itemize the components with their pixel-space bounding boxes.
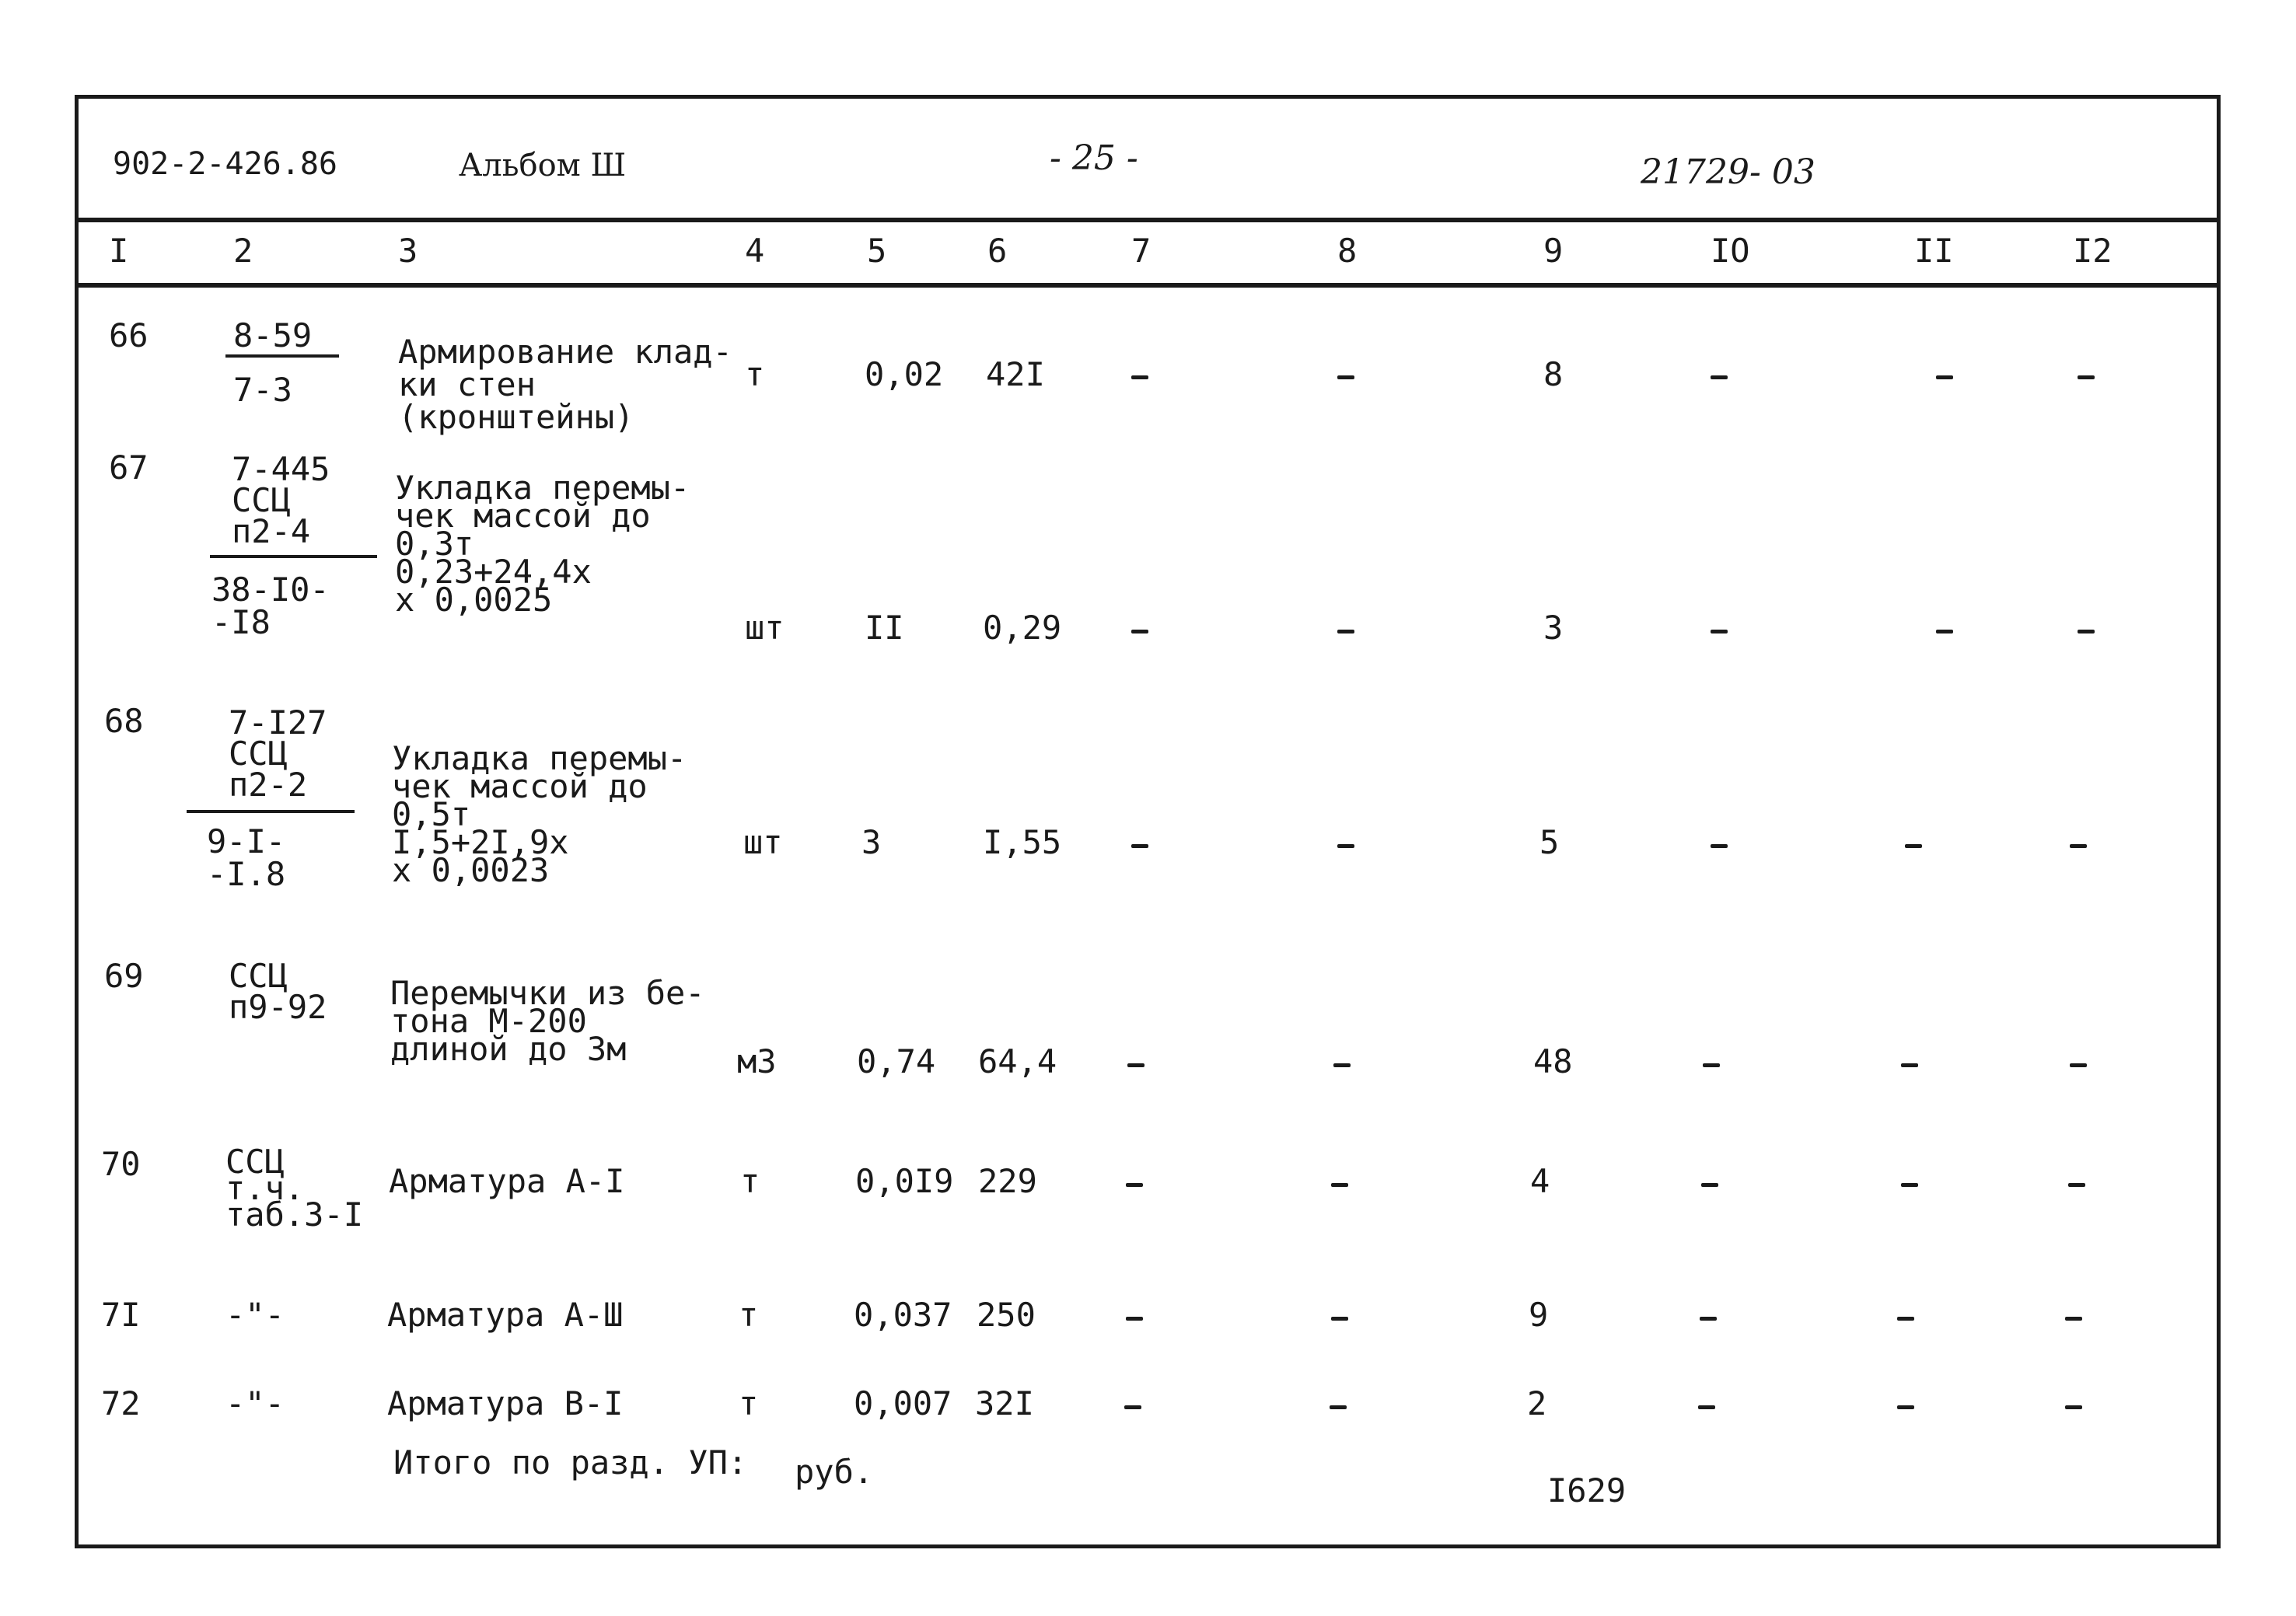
- col9-value: 8: [1543, 355, 1564, 393]
- col11-dash: [1936, 375, 1953, 379]
- col9-value: 2: [1527, 1384, 1547, 1422]
- col-header-7: 7: [1131, 232, 1151, 270]
- unit-price: 42I: [986, 355, 1045, 393]
- col-header-10: IO: [1711, 232, 1750, 270]
- col10-dash: [1703, 1063, 1720, 1067]
- col-header-4: 4: [745, 232, 765, 270]
- col9-value: 9: [1529, 1296, 1549, 1334]
- col8-dash: [1331, 1317, 1348, 1321]
- quantity: 3: [861, 823, 882, 861]
- unit: т: [739, 1296, 759, 1334]
- col-header-2: 2: [233, 232, 253, 270]
- column-header-divider: [78, 283, 2217, 288]
- quantity: 0,007: [854, 1384, 952, 1422]
- unit: шт: [745, 609, 785, 647]
- col8-dash: [1337, 375, 1354, 379]
- col8-dash: [1331, 1183, 1348, 1187]
- rate-code-top: 7-I27 ССЦ п2-2: [229, 703, 327, 804]
- col12-dash: [2070, 844, 2087, 848]
- rate-code-top: -"-: [225, 1296, 285, 1334]
- rate-code-top: 8-59: [233, 316, 313, 354]
- reference-number: 21729- 03: [1641, 152, 1815, 192]
- col7-dash: [1127, 1063, 1145, 1067]
- quantity: 0,74: [857, 1042, 936, 1080]
- total-unit: руб.: [795, 1453, 874, 1491]
- quantity: II: [865, 609, 904, 647]
- rate-code-top: -"-: [225, 1384, 285, 1422]
- unit-price: I,55: [983, 823, 1062, 861]
- fraction-line: [210, 555, 377, 558]
- total-label: Итого по разд. УП:: [393, 1443, 748, 1482]
- unit-price: 250: [977, 1296, 1036, 1334]
- work-description: Арматура В-I: [387, 1384, 624, 1422]
- col9-value: 3: [1543, 609, 1564, 647]
- unit-price: 229: [978, 1162, 1037, 1200]
- col10-dash: [1711, 375, 1728, 379]
- unit-price: 64,4: [978, 1042, 1057, 1080]
- quantity: 0,0I9: [855, 1162, 954, 1200]
- col10-dash: [1701, 1183, 1718, 1187]
- col7-dash: [1126, 1317, 1143, 1321]
- rate-code-top: 7-445 ССЦ п2-4: [232, 450, 330, 550]
- col-header-9: 9: [1543, 232, 1564, 270]
- col12-dash: [2065, 1317, 2082, 1321]
- col7-dash: [1131, 844, 1148, 848]
- col9-value: 4: [1530, 1162, 1550, 1200]
- unit-price: 0,29: [983, 609, 1062, 647]
- work-description: Укладка перемы- чек массой до 0,3т 0,23+24,4х х 0,0025: [395, 469, 690, 619]
- rate-code-bottom: 9-I- -I.8: [207, 822, 286, 893]
- doc-code: 902-2-426.86: [113, 146, 337, 182]
- row-number: 7I: [101, 1296, 141, 1334]
- col9-value: 48: [1533, 1042, 1573, 1080]
- col8-dash: [1333, 1063, 1351, 1067]
- work-description: Укладка перемы- чек массой до 0,5т I,5+2I,9х х 0,0023: [392, 739, 687, 889]
- col8-dash: [1337, 630, 1354, 633]
- fraction-line: [187, 810, 355, 813]
- fraction-line: [225, 354, 339, 358]
- col10-dash: [1700, 1317, 1717, 1321]
- col-header-5: 5: [867, 232, 887, 270]
- col-header-1: I: [109, 232, 129, 270]
- col-header-6: 6: [987, 232, 1008, 270]
- total-value: I629: [1547, 1471, 1627, 1510]
- unit: шт: [743, 823, 783, 861]
- work-description: Армирование клад- ки стен (кронштейны): [398, 333, 732, 436]
- col11-dash: [1897, 1405, 1914, 1409]
- unit: т: [745, 355, 765, 393]
- rate-code-top: ССЦ т.ч. таб.3-I: [225, 1143, 364, 1234]
- col10-dash: [1698, 1405, 1715, 1409]
- col11-dash: [1901, 1183, 1918, 1187]
- col10-dash: [1711, 844, 1728, 848]
- page-number: - 25 -: [1050, 138, 1138, 178]
- col11-dash: [1905, 844, 1922, 848]
- unit-price: 32I: [975, 1384, 1034, 1422]
- row-number: 67: [109, 449, 149, 487]
- row-number: 72: [101, 1384, 141, 1422]
- row-number: 70: [101, 1145, 141, 1183]
- work-description: Арматура А-I: [389, 1162, 625, 1200]
- col12-dash: [2068, 1183, 2085, 1187]
- work-description: Арматура А-Ш: [387, 1296, 624, 1334]
- rate-code-top: ССЦ п9-92: [229, 957, 327, 1026]
- col11-dash: [1897, 1317, 1914, 1321]
- col8-dash: [1330, 1405, 1347, 1409]
- quantity: 0,037: [854, 1296, 952, 1334]
- col-header-3: 3: [398, 232, 418, 270]
- row-number: 69: [104, 957, 144, 995]
- col11-dash: [1901, 1063, 1918, 1067]
- header-divider: [78, 218, 2217, 222]
- col7-dash: [1126, 1183, 1143, 1187]
- col9-value: 5: [1539, 823, 1560, 861]
- col7-dash: [1131, 630, 1148, 633]
- col-header-12: I2: [2073, 232, 2113, 270]
- col11-dash: [1936, 630, 1953, 633]
- row-number: 66: [109, 316, 149, 354]
- col-header-8: 8: [1337, 232, 1358, 270]
- col12-dash: [2065, 1405, 2082, 1409]
- work-description: Перемычки из бе- тона М-200 длиной до 3м: [390, 974, 705, 1068]
- unit: т: [740, 1162, 760, 1200]
- col8-dash: [1337, 844, 1354, 848]
- col7-dash: [1131, 375, 1148, 379]
- unit: м3: [737, 1042, 777, 1080]
- col12-dash: [2070, 1063, 2087, 1067]
- album-label: Альбом Ш: [459, 148, 627, 183]
- row-number: 68: [104, 702, 144, 740]
- rate-code-bottom: 38-I0- -I8: [211, 571, 330, 641]
- col-header-11: II: [1914, 232, 1954, 270]
- col10-dash: [1711, 630, 1728, 633]
- col12-dash: [2078, 375, 2095, 379]
- unit: т: [739, 1384, 759, 1422]
- col7-dash: [1124, 1405, 1141, 1409]
- col12-dash: [2078, 630, 2095, 633]
- quantity: 0,02: [865, 355, 944, 393]
- rate-code-bottom: 7-3: [233, 371, 292, 409]
